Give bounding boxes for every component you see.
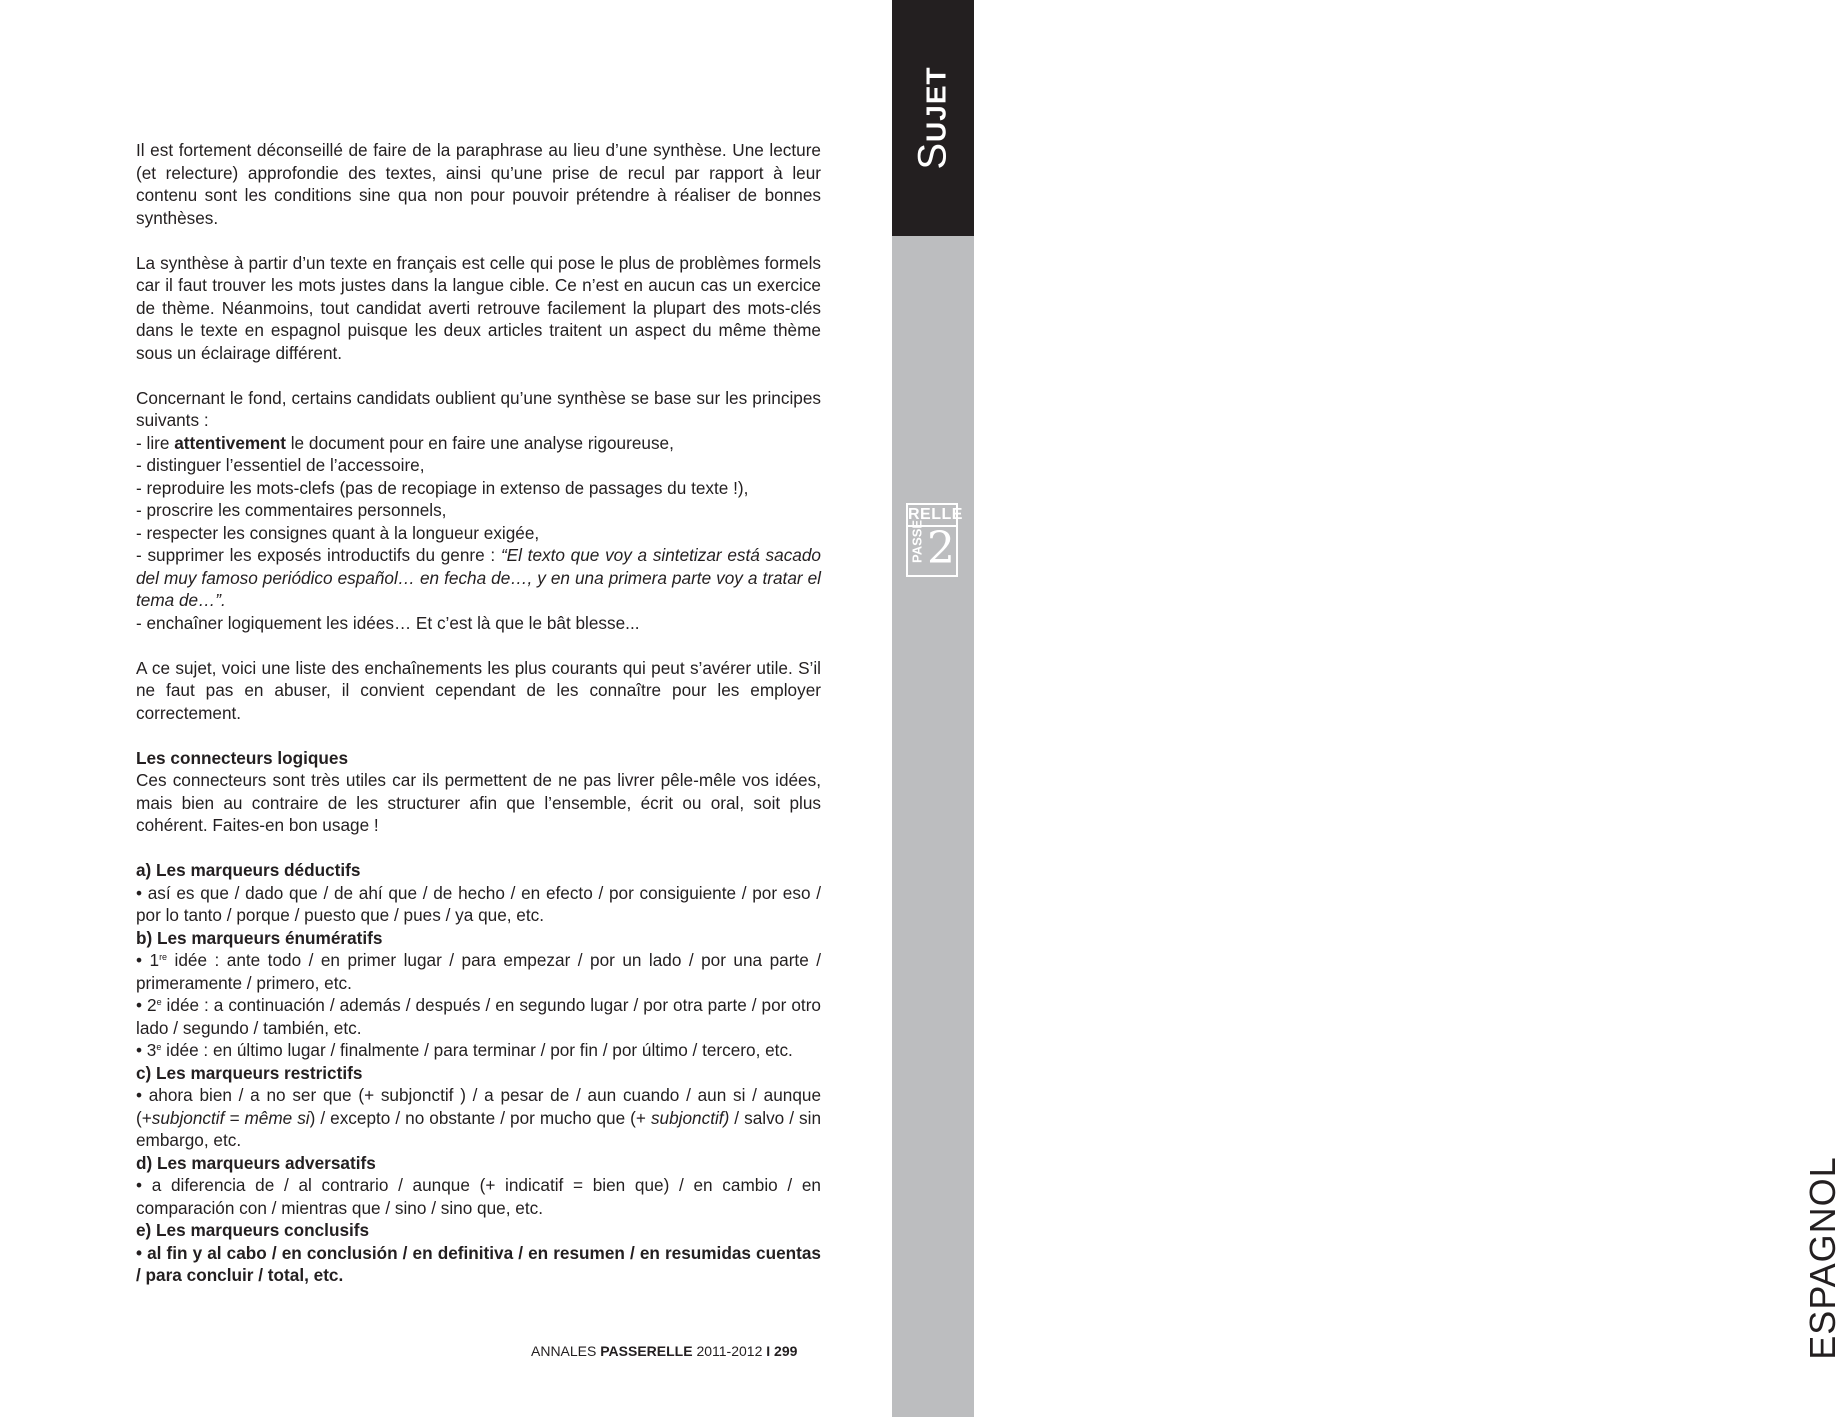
principle-item: - proscrire les commentaires personnels, — [136, 500, 447, 520]
bullet-number: • 3 — [136, 1040, 157, 1060]
principle-text: - lire — [136, 432, 175, 453]
deductifs-list: • así es que / dado que / de ahí que / de hecho / en efecto / por consiguiente / por eso / por lo tanto / porque / puesto que / pues / ya que, etc. — [136, 882, 821, 925]
enumeratifs-text: idée : a continuación / además / después / en segundo lugar / por otra parte / por otro lado / segundo / también, etc. — [136, 995, 821, 1038]
section-title-initial: S — [910, 141, 955, 170]
connecteurs-intro: Ces connecteurs sont très utiles car ils permettent de ne pas livrer pêle-mêle vos idées, mais bien au contraire de les structurer afin que l’ensemble, écrit ou oral, soit plus cohérent. Faites-en bon usage ! — [136, 770, 821, 835]
principle-item: - distinguer l’essentiel de l’accessoire, — [136, 455, 425, 475]
restrictifs-list — [136, 1084, 821, 1152]
heading-deductifs: a) Les marqueurs déductifs — [136, 860, 361, 880]
principle-item: - enchaîner logiquement les idées… Et c’est là que le bât blesse... — [136, 612, 640, 633]
adversatifs-list: • a diferencia de / al contrario / aunque (+ indicatif = bien que) / en cambio / en comparación con / mientras que / sino / sino que, etc. — [136, 1175, 821, 1218]
principle-item: - reproduire les mots-clefs (pas de recopiage in extenso de passages du texte !), — [136, 477, 749, 498]
principle-text: le document pour en faire une analyse rigoureuse, — [285, 432, 674, 453]
bullet-number: • 1 — [136, 950, 160, 970]
logo-top-text: RELLE — [908, 505, 956, 527]
paragraph-synthese-francais: La synthèse à partir d’un texte en français est celle qui pose le plus de problèmes formels car il faut trouver les mots justes dans la langue cible. Ce n’est en aucun cas un exercice de thème. Néanmoins, tout candidat averti retrouve facilement la plupart des mots-clés dans le texte en espagnol puisque les deux articles traitent un aspect du même thème sous un éclairage différent. — [136, 252, 821, 363]
heading-conclusifs: e) Les marqueurs conclusifs — [136, 1220, 370, 1240]
conclusifs-list: • al fin y al cabo / en conclusión / en definitiva / en resumen / en resumidas cuentas / para concluir / total, etc. — [136, 1242, 821, 1285]
enumeratifs-text: idée : ante todo / en primer lugar / para empezar / por un lado / por una parte / primeramente / primero, etc. — [136, 950, 822, 993]
logo-side-text: PASSE — [909, 519, 925, 563]
footer-brand: PASSERELLE — [600, 1343, 693, 1359]
principle-item — [136, 544, 821, 612]
ordinal-suffix: re — [159, 952, 168, 962]
principle-quote: “El texto que voy a sintetizar está sacado del muy famoso periódico español… en fecha de…, y en una primera parte voy a tratar el tema de…”. — [136, 545, 821, 610]
ordinal-suffix: e — [156, 1042, 162, 1052]
footer-year: 2011-2012 — [692, 1343, 767, 1359]
principle-text: - supprimer les exposés introductifs du genre : — [136, 545, 501, 565]
heading-adversatifs: d) Les marqueurs adversatifs — [136, 1152, 376, 1173]
page-footer — [531, 1343, 797, 1359]
principle-item: - respecter les consignes quant à la longueur exigée, — [136, 522, 540, 543]
restrictifs-text: ) / excepto / no obstante / por mucho que (+ — [309, 1107, 651, 1128]
heading-enumeratifs: b) Les marqueurs énumératifs — [136, 927, 383, 948]
principles-block — [136, 387, 821, 635]
connecteurs-section — [136, 747, 821, 837]
sidebar — [892, 0, 1843, 1417]
logo-number: 2 — [927, 523, 955, 574]
page-number: 299 — [770, 1343, 798, 1359]
restrictifs-italic: subjonctif) — [650, 1107, 730, 1128]
page-content — [136, 139, 821, 1287]
enumeratifs-text: idée : en último lugar / finalmente / para terminar / por fin / por último / tercero, etc. — [161, 1040, 793, 1060]
paragraph-enchainements: A ce sujet, voici une liste des enchaînements les plus courants qui peut s’avérer utile. S’il ne faut pas en abuser, il convient cependant de les connaître pour les employer correctement. — [136, 657, 821, 723]
paragraph-paraphrase: Il est fortement déconseillé de faire de la paraphrase au lieu d’une synthèse. Une lecture (et relecture) approfondie des textes, ainsi qu’une prise de recul par rapport à leur contenu sont les conditions sine qua non pour pouvoir prétendre à réaliser de bonnes synthèses. — [136, 140, 821, 228]
enumeratifs-item-1 — [136, 949, 821, 994]
ordinal-suffix: e — [156, 997, 162, 1007]
connecteurs-heading: Les connecteurs logiques — [136, 747, 349, 768]
enumeratifs-item-2 — [136, 994, 821, 1039]
footer-separator: I — [766, 1343, 771, 1359]
enumeratifs-item-3 — [136, 1039, 821, 1062]
heading-restrictifs: c) Les marqueurs restrictifs — [136, 1062, 363, 1083]
restrictifs-text: / salvo / sin embargo, etc. — [136, 1107, 821, 1150]
subject-label: ESPAGNOL — [1802, 1156, 1843, 1360]
principles-intro: Concernant le fond, certains candidats oublient qu’une synthèse se base sur les principes suivants : — [136, 387, 821, 430]
section-header — [892, 0, 974, 236]
marqueurs-list — [136, 859, 821, 1287]
section-title — [911, 66, 956, 169]
principle-item — [136, 432, 821, 455]
bullet-number: • 2 — [136, 995, 157, 1015]
footer-prefix: ANNALES — [531, 1343, 601, 1359]
section-title-rest: UJET — [920, 66, 952, 142]
restrictifs-text: • ahora bien / a no ser que (+ subjonctif ) / a pesar de / aun cuando / aun si / aunque (+ — [136, 1085, 821, 1128]
principle-emphasis: attentivement — [174, 432, 286, 453]
restrictifs-italic: subjonctif = même si — [151, 1107, 310, 1128]
passerelle-logo — [906, 503, 963, 577]
